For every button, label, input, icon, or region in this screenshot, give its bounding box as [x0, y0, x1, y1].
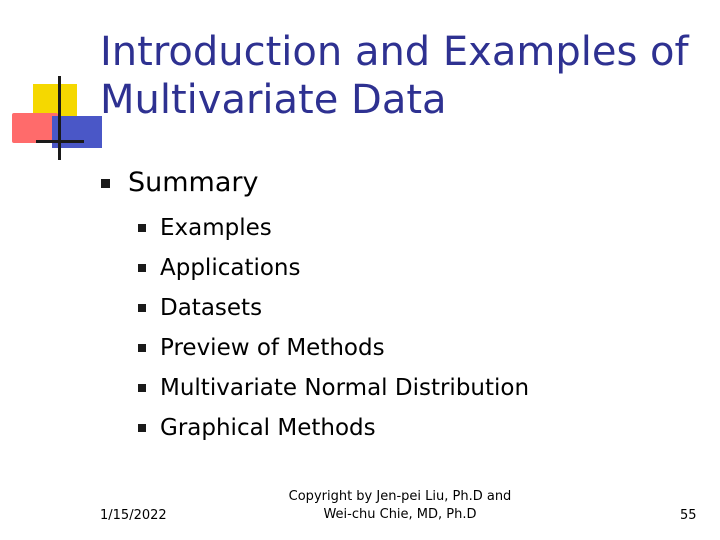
list-item: [138, 208, 529, 248]
footer-copyright: [270, 488, 530, 524]
square-bullet-icon: [138, 224, 146, 232]
square-bullet-icon: [138, 264, 146, 272]
list-item-label: Examples: [160, 215, 272, 241]
list-item-label: Datasets: [160, 295, 263, 321]
footer-date: 1/15/2022: [100, 508, 167, 523]
slide-title: [100, 28, 700, 124]
footer-copyright-line2: Wei-chu Chie, MD, Ph.D: [323, 507, 477, 522]
decoration-vertical-line: [58, 76, 61, 160]
list-item-label: Graphical Methods: [160, 415, 376, 441]
list-item-label: Multivariate Normal Distribution: [160, 375, 530, 401]
square-bullet-icon: [138, 344, 146, 352]
list-item: [138, 368, 529, 408]
square-bullet-icon: [101, 179, 110, 188]
page-number: 55: [680, 508, 697, 523]
list-item: [138, 288, 529, 328]
list-item: [138, 248, 529, 288]
square-bullet-icon: [138, 424, 146, 432]
list-item-label: Preview of Methods: [160, 335, 385, 361]
list-item: [138, 408, 529, 448]
square-bullet-icon: [138, 384, 146, 392]
square-bullet-icon: [138, 304, 146, 312]
list-item: [138, 328, 529, 368]
list-item-label: Applications: [160, 255, 301, 281]
slide-title-line1: Introduction and Examples of: [100, 29, 689, 75]
summary-label: Summary: [128, 167, 259, 198]
summary-sub-list: [138, 208, 529, 448]
summary-bullet: [101, 166, 258, 200]
footer-copyright-line1: Copyright by Jen-pei Liu, Ph.D and: [288, 489, 512, 504]
decoration-horizontal-line: [36, 140, 84, 143]
slide-title-line2: Multivariate Data: [100, 77, 447, 123]
